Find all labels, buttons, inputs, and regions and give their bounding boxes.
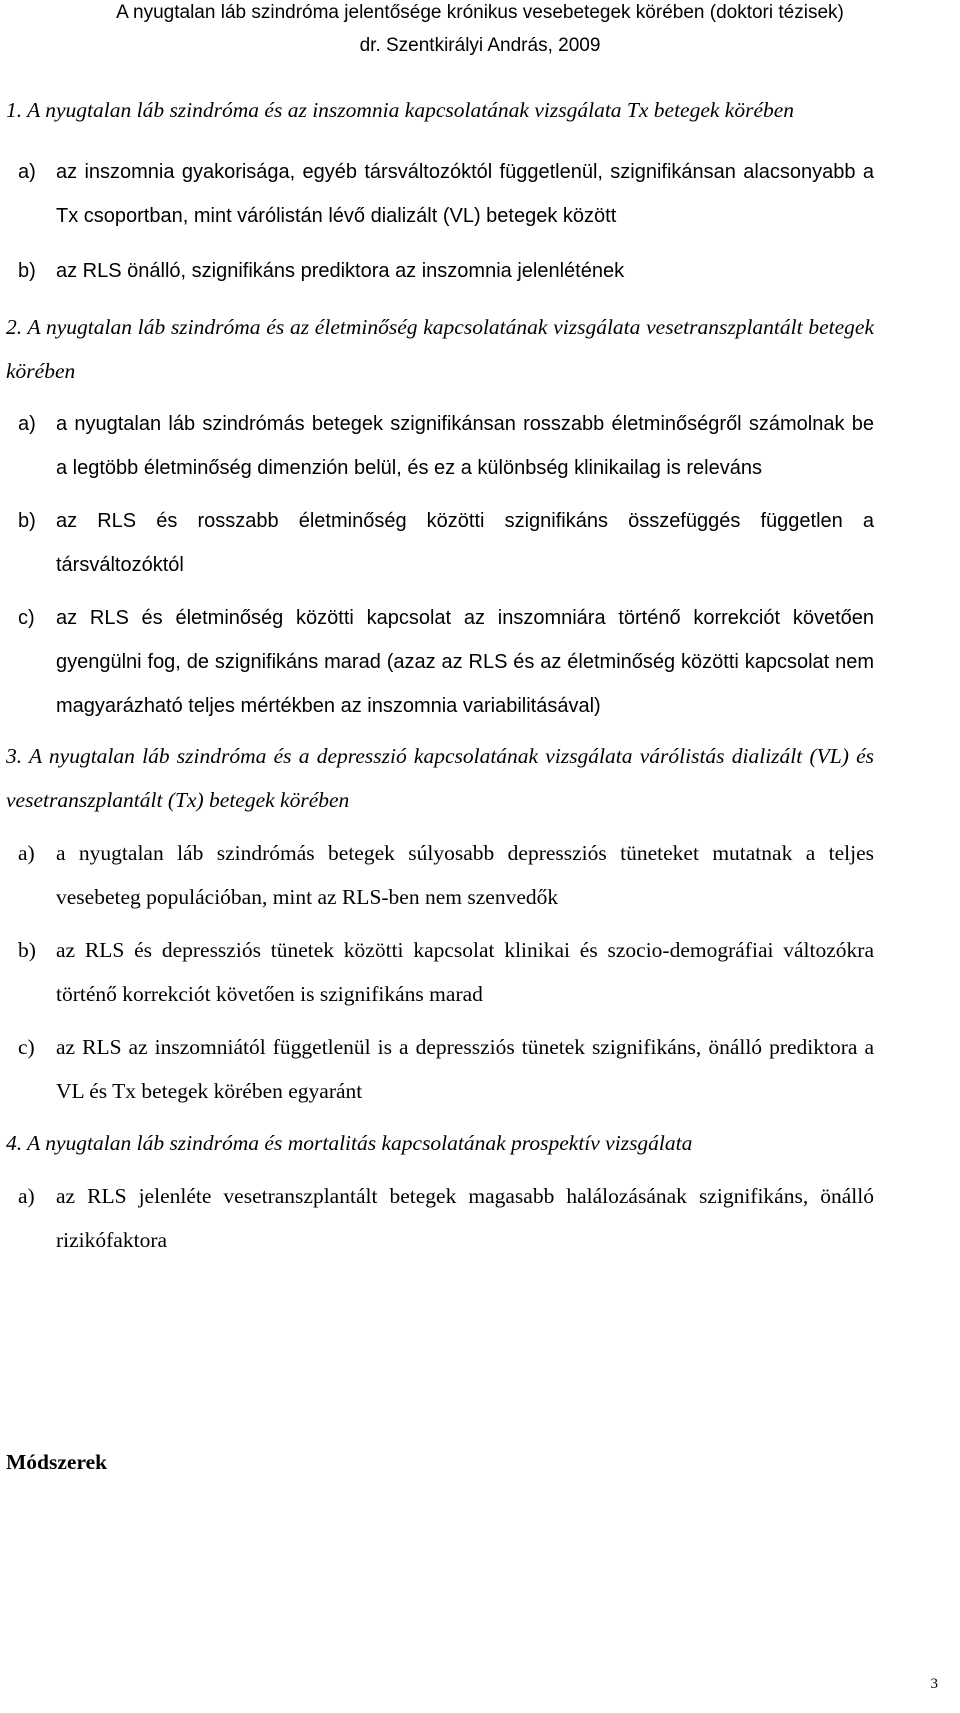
list-item <box>6 1025 874 1113</box>
section-title: 1. A nyugtalan láb szindróma és az inszomnia kapcsolatának vizsgálata Tx betegek körében <box>6 98 795 122</box>
list-item <box>6 596 874 728</box>
section-2 <box>6 305 874 728</box>
running-header-title: A nyugtalan láb szindróma jelentősége krónikus vesebetegek körében (doktori tézisek) <box>116 2 844 23</box>
list-item <box>6 928 874 1016</box>
list-marker: c) <box>18 1035 35 1059</box>
list-item <box>6 402 874 490</box>
section-3 <box>6 734 874 1113</box>
list-text: az RLS és depressziós tünetek közötti kapcsolat klinikai és szocio-demográfiai változókra történő korrekciót követően is szignifikáns marad <box>56 938 874 1006</box>
page-number: 3 <box>930 1676 938 1692</box>
list-text: az RLS önálló, szignifikáns prediktora az inszomnia jelenlétének <box>56 260 625 282</box>
section-title: 2. A nyugtalan láb szindróma és az életminőség kapcsolatának vizsgálata vesetranszplantált betegek körében <box>6 315 874 383</box>
list-text: az RLS jelenléte vesetranszplantált betegek magasabb halálozásának szignifikáns, önálló rizikófaktora <box>56 1184 874 1252</box>
list-item <box>6 499 874 587</box>
running-header-author: dr. Szentkirályi András, 2009 <box>359 35 601 56</box>
methods-heading: Módszerek <box>6 1450 108 1474</box>
list-text: az RLS és életminőség közötti kapcsolat az inszomniára történő korrekciót követően gyengülni fog, de szignifikáns marad (azaz az RLS és az életminőség közötti kapcsolat nem magyarázható teljes mértékben az inszomnia variabilitásával) <box>56 607 874 717</box>
section-1 <box>6 88 874 293</box>
section-4 <box>6 1121 874 1262</box>
list-marker: a) <box>18 161 36 183</box>
list-item <box>6 1174 874 1262</box>
list-marker: b) <box>18 510 36 532</box>
list-text: a nyugtalan láb szindrómás betegek szignifikánsan rosszabb életminőségről számolnak be a legtöbb életminőség dimenzión belül, és ez a különbség klinikailag is releváns <box>56 413 874 479</box>
list-marker: a) <box>18 1184 35 1208</box>
list-marker: a) <box>18 413 36 435</box>
section-title: 4. A nyugtalan láb szindróma és mortalitás kapcsolatának prospektív vizsgálata <box>6 1131 693 1155</box>
document-body <box>6 88 874 1262</box>
list-text: a nyugtalan láb szindrómás betegek súlyosabb depressziós tüneteket mutatnak a teljes vesebeteg populációban, mint az RLS-ben nem szenvedők <box>56 841 874 909</box>
list-marker: b) <box>18 938 36 962</box>
list-item <box>6 150 874 238</box>
list-marker: b) <box>18 260 36 282</box>
list-text: az inszomnia gyakorisága, egyéb társváltozóktól függetlenül, szignifikánsan alacsonyabb a Tx csoportban, mint várólistán lévő dializált (VL) betegek között <box>56 161 874 227</box>
list-item <box>6 831 874 919</box>
list-item <box>6 249 874 293</box>
list-text: az RLS az inszomniától függetlenül is a depressziós tünetek szignifikáns, önálló prediktora a VL és Tx betegek körében egyaránt <box>56 1035 874 1103</box>
list-marker: c) <box>18 607 35 629</box>
section-title: 3. A nyugtalan láb szindróma és a depresszió kapcsolatának vizsgálata várólistás dializált (VL) és vesetranszplantált (Tx) betegek körében <box>6 744 874 812</box>
list-marker: a) <box>18 841 35 865</box>
list-text: az RLS és rosszabb életminőség közötti szignifikáns összefüggés független a társváltozóktól <box>56 510 874 576</box>
